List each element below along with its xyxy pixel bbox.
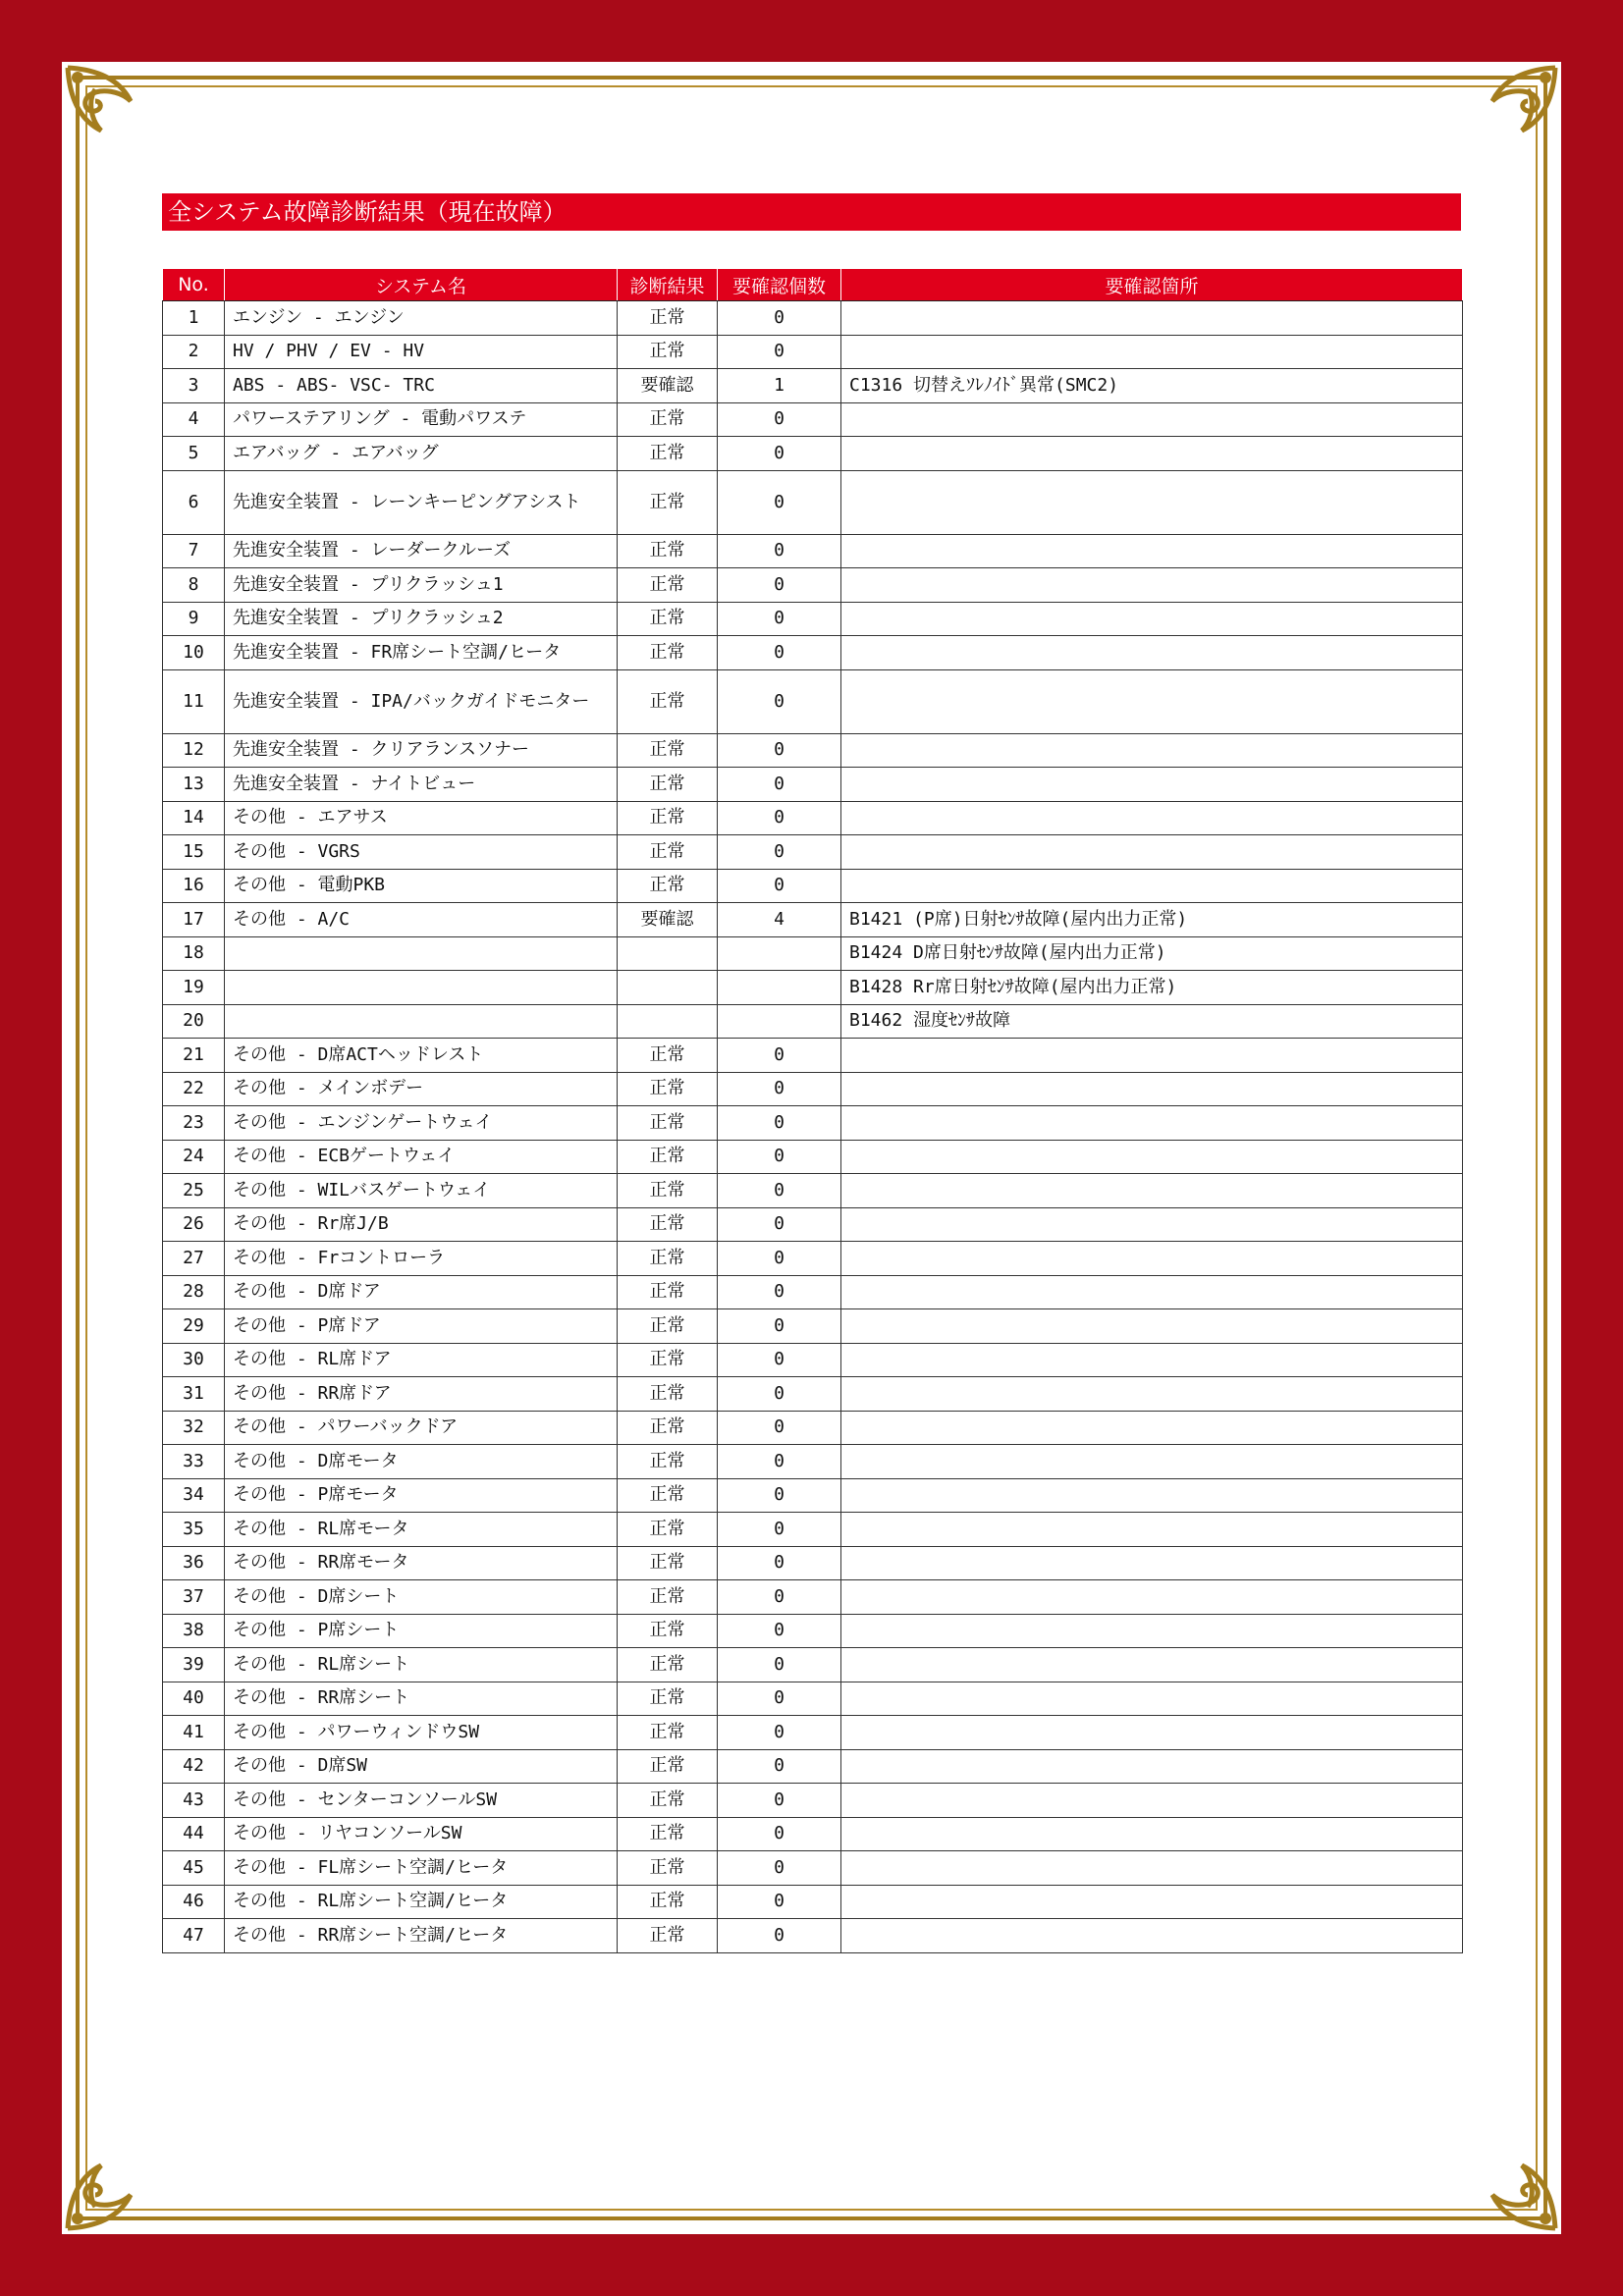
cell-result: 正常 [618,402,718,437]
table-row [163,1207,1463,1242]
cell-result: 正常 [618,869,718,903]
cell-detail [841,669,1463,733]
cell-count: 4 [718,903,841,937]
cell-count: 0 [718,1614,841,1648]
cell-no: 45 [163,1851,225,1886]
table-row [163,534,1463,568]
cell-detail: B1421 (P席)日射ｾﾝｻ故障(屋内出力正常) [841,903,1463,937]
cell-system: その他 - RL席ドア [225,1343,618,1377]
table-row [163,1682,1463,1716]
cell-no: 18 [163,936,225,971]
cell-count: 0 [718,801,841,835]
table-row [163,470,1463,534]
cell-no: 21 [163,1039,225,1073]
table-row [163,1106,1463,1141]
corner-ornament-icon [62,2140,156,2234]
cell-no: 3 [163,369,225,403]
cell-system: 先進安全装置 - プリクラッシュ1 [225,568,618,603]
cell-count [718,936,841,971]
cell-result: 正常 [618,768,718,802]
table-row [163,1784,1463,1818]
cell-count: 0 [718,1919,841,1953]
cell-detail [841,1817,1463,1851]
cell-detail [841,1513,1463,1547]
column-header-result: 診断結果 [618,269,718,301]
table-row [163,437,1463,471]
cell-system: その他 - メインボデー [225,1072,618,1106]
cell-system: その他 - RR席シート空調/ヒータ [225,1919,618,1953]
cell-no: 8 [163,568,225,603]
cell-detail [841,1343,1463,1377]
cell-detail [841,733,1463,768]
cell-system: 先進安全装置 - プリクラッシュ2 [225,602,618,636]
cell-system [225,971,618,1005]
cell-no: 14 [163,801,225,835]
table-row [163,768,1463,802]
cell-result: 正常 [618,602,718,636]
table-body [163,301,1463,1953]
cell-detail [841,636,1463,670]
cell-detail [841,534,1463,568]
table-row [163,1580,1463,1615]
table-row [163,369,1463,403]
cell-system: その他 - D席モータ [225,1445,618,1479]
cell-no: 24 [163,1140,225,1174]
cell-system: パワーステアリング - 電動パワステ [225,402,618,437]
cell-result: 正常 [618,1445,718,1479]
cell-result: 正常 [618,1749,718,1784]
cell-result: 正常 [618,335,718,369]
cell-no: 27 [163,1242,225,1276]
cell-detail [841,1411,1463,1445]
corner-ornament-icon [62,62,156,156]
cell-result: 正常 [618,470,718,534]
cell-system: その他 - RR席シート [225,1682,618,1716]
cell-count: 0 [718,1072,841,1106]
cell-system: 先進安全装置 - FR席シート空調/ヒータ [225,636,618,670]
cell-no: 5 [163,437,225,471]
cell-result: 正常 [618,1817,718,1851]
cell-result: 正常 [618,1242,718,1276]
cell-detail [841,1614,1463,1648]
cell-result: 正常 [618,801,718,835]
cell-no: 4 [163,402,225,437]
report-sheet [62,62,1561,2234]
cell-result: 正常 [618,1885,718,1919]
cell-system: その他 - A/C [225,903,618,937]
table-row [163,1614,1463,1648]
cell-no: 37 [163,1580,225,1615]
cell-count: 0 [718,1716,841,1750]
diagnosis-table [162,268,1463,1953]
cell-detail: B1428 Rr席日射ｾﾝｻ故障(屋内出力正常) [841,971,1463,1005]
cell-no: 28 [163,1275,225,1309]
table-row [163,801,1463,835]
table-header-row [163,269,1463,301]
table-row [163,1411,1463,1445]
table-row [163,1072,1463,1106]
cell-no: 33 [163,1445,225,1479]
table-row [163,301,1463,336]
cell-system: その他 - D席ドア [225,1275,618,1309]
cell-count: 0 [718,1749,841,1784]
cell-no: 1 [163,301,225,336]
cell-count: 0 [718,1242,841,1276]
table-row [163,636,1463,670]
cell-system: その他 - D席SW [225,1749,618,1784]
cell-detail [841,437,1463,471]
cell-system: その他 - FL席シート空調/ヒータ [225,1851,618,1886]
cell-system: 先進安全装置 - レーダークルーズ [225,534,618,568]
cell-detail [841,1580,1463,1615]
cell-result: 正常 [618,1140,718,1174]
cell-count: 0 [718,470,841,534]
cell-system: HV / PHV / EV - HV [225,335,618,369]
cell-detail [841,1749,1463,1784]
cell-system: その他 - D席ACTヘッドレスト [225,1039,618,1073]
cell-no: 10 [163,636,225,670]
cell-count: 0 [718,437,841,471]
table-row [163,1817,1463,1851]
cell-no: 31 [163,1377,225,1412]
cell-no: 7 [163,534,225,568]
cell-system: その他 - パワーウィンドウSW [225,1716,618,1750]
cell-no: 13 [163,768,225,802]
cell-no: 41 [163,1716,225,1750]
cell-result [618,936,718,971]
table-row [163,1885,1463,1919]
cell-detail [841,1716,1463,1750]
cell-detail [841,1682,1463,1716]
cell-no: 16 [163,869,225,903]
cell-detail [841,768,1463,802]
cell-result: 正常 [618,1919,718,1953]
cell-count: 0 [718,1377,841,1412]
cell-no: 20 [163,1004,225,1039]
cell-detail [841,1851,1463,1886]
cell-no: 9 [163,602,225,636]
cell-no: 15 [163,835,225,870]
cell-no: 29 [163,1309,225,1344]
cell-no: 35 [163,1513,225,1547]
cell-count: 0 [718,1411,841,1445]
cell-count: 0 [718,1106,841,1141]
report-heading: 全システム故障診断結果（現在故障） [162,193,1461,231]
cell-result [618,1004,718,1039]
cell-no: 44 [163,1817,225,1851]
table-row [163,1919,1463,1953]
cell-detail: B1424 D席日射ｾﾝｻ故障(屋内出力正常) [841,936,1463,971]
cell-result: 正常 [618,1377,718,1412]
cell-detail [841,1478,1463,1513]
cell-system: その他 - Rr席J/B [225,1207,618,1242]
cell-count: 0 [718,301,841,336]
cell-count: 0 [718,534,841,568]
table-row [163,568,1463,603]
table-row [163,1546,1463,1580]
table-row [163,1648,1463,1682]
cell-result: 正常 [618,1784,718,1818]
cell-no: 30 [163,1343,225,1377]
cell-count: 1 [718,369,841,403]
cell-system: 先進安全装置 - クリアランスソナー [225,733,618,768]
table-row [163,1343,1463,1377]
cell-system: その他 - リヤコンソールSW [225,1817,618,1851]
cell-detail [841,835,1463,870]
table-row [163,1478,1463,1513]
cell-system: その他 - P席モータ [225,1478,618,1513]
cell-count: 0 [718,602,841,636]
table-row [163,1851,1463,1886]
cell-system: その他 - P席ドア [225,1309,618,1344]
cell-count: 0 [718,402,841,437]
cell-result: 要確認 [618,369,718,403]
cell-detail [841,1039,1463,1073]
table-row [163,733,1463,768]
cell-result: 正常 [618,1343,718,1377]
cell-detail [841,602,1463,636]
cell-count: 0 [718,1309,841,1344]
cell-result: 正常 [618,1411,718,1445]
cell-result: 正常 [618,301,718,336]
cell-result: 正常 [618,534,718,568]
cell-result: 正常 [618,1039,718,1073]
cell-detail [841,1919,1463,1953]
cell-count: 0 [718,1275,841,1309]
cell-system: その他 - RL席シート空調/ヒータ [225,1885,618,1919]
table-row [163,1309,1463,1344]
cell-no: 39 [163,1648,225,1682]
corner-ornament-icon [1467,62,1561,156]
cell-count: 0 [718,1682,841,1716]
cell-detail [841,402,1463,437]
cell-result: 正常 [618,1546,718,1580]
cell-count: 0 [718,835,841,870]
cell-detail [841,1207,1463,1242]
cell-system: ABS - ABS- VSC- TRC [225,369,618,403]
cell-no: 38 [163,1614,225,1648]
cell-system: 先進安全装置 - レーンキーピングアシスト [225,470,618,534]
cell-system: その他 - RR席モータ [225,1546,618,1580]
cell-result: 正常 [618,835,718,870]
table-row [163,402,1463,437]
cell-system: その他 - パワーバックドア [225,1411,618,1445]
cell-no: 42 [163,1749,225,1784]
cell-detail [841,1885,1463,1919]
table-row [163,936,1463,971]
column-header-no: No. [163,269,225,301]
cell-count: 0 [718,1580,841,1615]
cell-detail [841,1275,1463,1309]
cell-detail [841,335,1463,369]
cell-no: 6 [163,470,225,534]
cell-system: 先進安全装置 - ナイトビュー [225,768,618,802]
cell-count: 0 [718,669,841,733]
cell-system: その他 - D席シート [225,1580,618,1615]
corner-ornament-icon [1467,2140,1561,2234]
cell-detail [841,1140,1463,1174]
cell-no: 25 [163,1174,225,1208]
cell-count: 0 [718,636,841,670]
table-row [163,1445,1463,1479]
cell-detail: C1316 切替えｿﾚﾉｲﾄﾞ異常(SMC2) [841,369,1463,403]
cell-result: 正常 [618,636,718,670]
cell-count: 0 [718,1513,841,1547]
cell-result: 正常 [618,1682,718,1716]
cell-detail [841,1445,1463,1479]
cell-count: 0 [718,1885,841,1919]
cell-count: 0 [718,335,841,369]
cell-system: その他 - RL席シート [225,1648,618,1682]
cell-no: 2 [163,335,225,369]
table-row [163,1513,1463,1547]
cell-result: 正常 [618,1174,718,1208]
cell-system: 先進安全装置 - IPA/バックガイドモニター [225,669,618,733]
cell-no: 46 [163,1885,225,1919]
cell-detail [841,1377,1463,1412]
cell-system: その他 - P席シート [225,1614,618,1648]
table-row [163,1004,1463,1039]
cell-result: 正常 [618,1648,718,1682]
cell-count: 0 [718,1343,841,1377]
cell-result: 正常 [618,568,718,603]
table-row [163,1749,1463,1784]
cell-count [718,971,841,1005]
cell-count [718,1004,841,1039]
cell-count: 0 [718,1174,841,1208]
cell-result: 正常 [618,1072,718,1106]
cell-system: その他 - エアサス [225,801,618,835]
cell-system: その他 - RR席ドア [225,1377,618,1412]
cell-no: 12 [163,733,225,768]
cell-no: 11 [163,669,225,733]
table-row [163,1174,1463,1208]
cell-detail [841,301,1463,336]
column-header-detail: 要確認箇所 [841,269,1463,301]
cell-result: 正常 [618,1614,718,1648]
cell-system: その他 - センターコンソールSW [225,1784,618,1818]
cell-result: 正常 [618,437,718,471]
cell-system: その他 - WILバスゲートウェイ [225,1174,618,1208]
cell-result: 正常 [618,733,718,768]
cell-no: 22 [163,1072,225,1106]
cell-detail [841,1242,1463,1276]
cell-count: 0 [718,1648,841,1682]
cell-detail [841,869,1463,903]
cell-result: 正常 [618,1106,718,1141]
cell-detail [841,1072,1463,1106]
cell-no: 19 [163,971,225,1005]
cell-detail [841,470,1463,534]
cell-result: 正常 [618,669,718,733]
cell-result: 正常 [618,1478,718,1513]
table-row [163,835,1463,870]
cell-detail [841,1174,1463,1208]
cell-no: 34 [163,1478,225,1513]
cell-result: 正常 [618,1851,718,1886]
cell-detail [841,1648,1463,1682]
cell-result [618,971,718,1005]
cell-system: その他 - VGRS [225,835,618,870]
table-row [163,1275,1463,1309]
table-row [163,1242,1463,1276]
table-row [163,903,1463,937]
table-row [163,1377,1463,1412]
table-row [163,971,1463,1005]
cell-no: 47 [163,1919,225,1953]
cell-system: その他 - ECBゲートウェイ [225,1140,618,1174]
column-header-count: 要確認個数 [718,269,841,301]
cell-count: 0 [718,1445,841,1479]
cell-no: 17 [163,903,225,937]
cell-result: 正常 [618,1716,718,1750]
cell-system: その他 - RL席モータ [225,1513,618,1547]
cell-result: 正常 [618,1580,718,1615]
cell-system [225,936,618,971]
cell-detail [841,1309,1463,1344]
cell-detail [841,801,1463,835]
table-row [163,1039,1463,1073]
cell-count: 0 [718,1207,841,1242]
table-row [163,669,1463,733]
cell-system [225,1004,618,1039]
table-row [163,602,1463,636]
cell-detail [841,568,1463,603]
cell-result: 正常 [618,1309,718,1344]
cell-detail [841,1784,1463,1818]
cell-detail [841,1546,1463,1580]
cell-no: 32 [163,1411,225,1445]
cell-count: 0 [718,1784,841,1818]
table-row [163,1140,1463,1174]
table-row [163,335,1463,369]
cell-detail [841,1106,1463,1141]
cell-count: 0 [718,568,841,603]
cell-count: 0 [718,1817,841,1851]
cell-count: 0 [718,1140,841,1174]
cell-count: 0 [718,768,841,802]
cell-result: 要確認 [618,903,718,937]
cell-result: 正常 [618,1513,718,1547]
column-header-system: システム名 [225,269,618,301]
cell-no: 40 [163,1682,225,1716]
cell-detail: B1462 湿度ｾﾝｻ故障 [841,1004,1463,1039]
table-row [163,869,1463,903]
table-row [163,1716,1463,1750]
cell-count: 0 [718,1478,841,1513]
cell-count: 0 [718,733,841,768]
cell-result: 正常 [618,1207,718,1242]
cell-count: 0 [718,1546,841,1580]
cell-system: エアバッグ - エアバッグ [225,437,618,471]
cell-system: その他 - 電動PKB [225,869,618,903]
cell-count: 0 [718,869,841,903]
cell-no: 36 [163,1546,225,1580]
cell-system: エンジン - エンジン [225,301,618,336]
cell-count: 0 [718,1851,841,1886]
cell-count: 0 [718,1039,841,1073]
cell-no: 43 [163,1784,225,1818]
cell-no: 26 [163,1207,225,1242]
cell-system: その他 - エンジンゲートウェイ [225,1106,618,1141]
cell-result: 正常 [618,1275,718,1309]
cell-no: 23 [163,1106,225,1141]
cell-system: その他 - Frコントローラ [225,1242,618,1276]
